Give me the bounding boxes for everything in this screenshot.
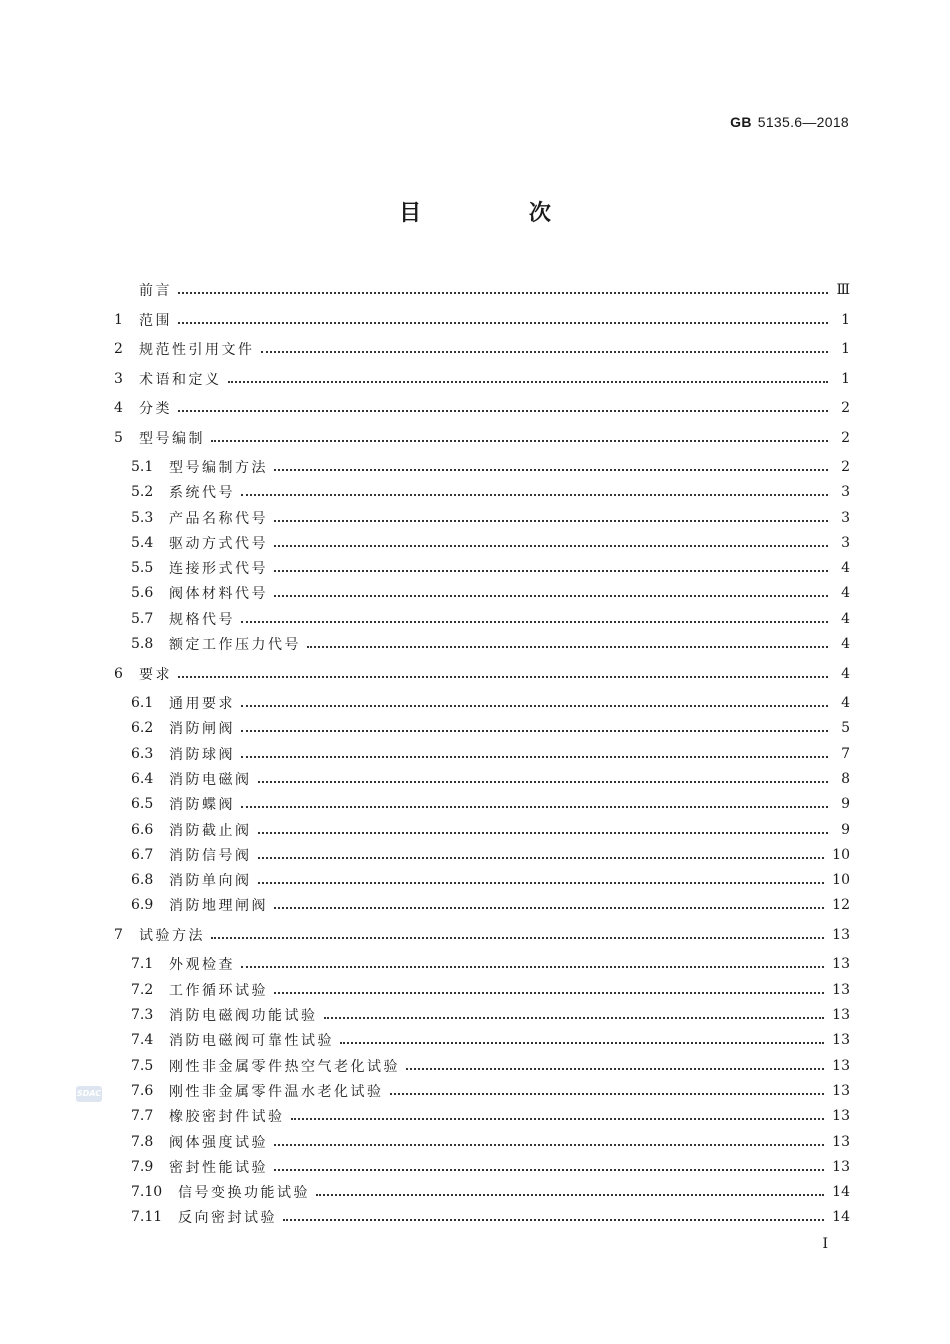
toc-entry-label: 消防球阀: [169, 747, 235, 763]
toc-leader-dots: [241, 704, 828, 707]
toc-entry-label: 术语和定义: [139, 372, 222, 388]
toc-entry[interactable]: [131, 979, 850, 1001]
toc-entry-label: 范围: [139, 313, 172, 329]
toc-entry-number: 6.4: [131, 771, 154, 787]
toc-entry-label: 分类: [139, 401, 172, 417]
toc-entry[interactable]: [131, 1055, 850, 1077]
toc-entry-number: 7.10: [131, 1184, 163, 1200]
toc-entry-page: 2: [841, 459, 850, 475]
toc-leader-dots: [258, 881, 825, 884]
toc-leader-dots: [258, 780, 829, 783]
toc-leader-dots: [261, 350, 829, 353]
toc-entry-page: 13: [832, 1083, 850, 1099]
toc-leader-dots: [324, 1016, 825, 1019]
toc-entry[interactable]: [131, 743, 850, 765]
toc-entry-number: 4: [114, 400, 123, 416]
toc-entry[interactable]: [131, 1004, 850, 1026]
toc-entry-label: 消防电磁阀功能试验: [169, 1008, 318, 1024]
toc-entry-page: 1: [841, 312, 850, 328]
toc-entry-page: 4: [841, 695, 850, 711]
toc-entry-page: 3: [841, 510, 850, 526]
toc-entry[interactable]: [131, 481, 850, 503]
toc-leader-dots: [178, 291, 828, 294]
toc-entry[interactable]: [131, 456, 850, 478]
toc-entry-page: 2: [841, 430, 850, 446]
toc-leader-dots: [241, 620, 828, 623]
toc-entry-label: 前言: [139, 283, 172, 299]
toc-entry-label: 刚性非金属零件温水老化试验: [169, 1084, 384, 1100]
toc-entry-label: 额定工作压力代号: [169, 637, 301, 653]
toc-entry-label: 阀体材料代号: [169, 586, 268, 602]
toc-entry-number: 7.4: [131, 1032, 154, 1048]
toc-entry-page: 4: [841, 636, 850, 652]
toc-entry-page: 4: [841, 666, 850, 682]
toc-entry-number: 5.5: [131, 560, 154, 576]
toc-entry-label: 型号编制: [139, 431, 205, 447]
toc-entry[interactable]: [131, 1029, 850, 1051]
toc-entry-label: 信号变换功能试验: [178, 1185, 310, 1201]
toc-entry-page: Ⅲ: [836, 282, 850, 298]
toc-leader-dots: [258, 856, 825, 859]
toc-entry-number: 3: [114, 371, 123, 387]
toc-entry-label: 试验方法: [139, 928, 205, 944]
toc-entry-label: 消防地理闸阀: [169, 898, 268, 914]
toc-entry-page: 10: [832, 872, 850, 888]
toc-entry-number: 7.2: [131, 982, 154, 998]
toc-entry-label: 消防电磁阀可靠性试验: [169, 1033, 334, 1049]
toc-leader-dots: [340, 1041, 824, 1044]
toc-leader-dots: [406, 1067, 824, 1070]
toc-leader-dots: [241, 729, 828, 732]
toc-entry-page: 9: [841, 822, 850, 838]
toc-entry[interactable]: [131, 633, 850, 655]
toc-entry[interactable]: [131, 1156, 850, 1178]
toc-entry-label: 要求: [139, 667, 172, 683]
toc-entry[interactable]: [131, 894, 850, 916]
toc-entry-page: 13: [832, 982, 850, 998]
standard-prefix: GB: [730, 114, 752, 130]
toc-entry-label: 刚性非金属零件热空气老化试验: [169, 1059, 400, 1075]
toc-entry-number: 1: [114, 312, 123, 328]
toc-entry-page: 5: [841, 720, 850, 736]
toc-entry-page: 13: [832, 1032, 850, 1048]
toc-entry-page: 4: [841, 585, 850, 601]
toc-entry-page: 1: [841, 341, 850, 357]
toc-entry-page: 7: [841, 746, 850, 762]
toc-entry[interactable]: [131, 608, 850, 630]
toc-leader-dots: [178, 409, 828, 412]
toc-entry-number: 5: [114, 430, 123, 446]
toc-entry-label: 型号编制方法: [169, 460, 268, 476]
watermark-logo: SDAC: [76, 1086, 102, 1102]
toc-leader-dots: [291, 1117, 825, 1120]
toc-leader-dots: [274, 991, 824, 994]
toc-entry[interactable]: [131, 507, 850, 529]
toc-entry-label: 消防闸阀: [169, 721, 235, 737]
toc-entry[interactable]: [131, 532, 850, 554]
toc-entry-label: 工作循环试验: [169, 983, 268, 999]
toc-entry-label: 橡胶密封件试验: [169, 1109, 285, 1125]
toc-entry[interactable]: [114, 338, 850, 360]
toc-entry-page: 9: [841, 796, 850, 812]
toc-entry-number: 7: [114, 927, 123, 943]
toc-entry[interactable]: [114, 309, 850, 331]
toc-leader-dots: [274, 544, 828, 547]
toc-entry-label: 驱动方式代号: [169, 536, 268, 552]
toc-entry-label: 反向密封试验: [178, 1210, 277, 1226]
toc-entry-number: 7.11: [131, 1209, 163, 1225]
toc-entry-number: 5.3: [131, 510, 154, 526]
toc-entry-label: 规格代号: [169, 612, 235, 628]
toc-entry-number: 6.7: [131, 847, 154, 863]
toc-entry-page: 2: [841, 400, 850, 416]
toc-leader-dots: [228, 380, 829, 383]
toc-leader-dots: [390, 1092, 825, 1095]
toc-entry-label: 通用要求: [169, 696, 235, 712]
toc-entry-label: 消防蝶阀: [169, 797, 235, 813]
toc-leader-dots: [274, 594, 828, 597]
toc-entry-page: 4: [841, 611, 850, 627]
toc-entry-page: 14: [832, 1209, 850, 1225]
toc-leader-dots: [211, 439, 828, 442]
toc-entry[interactable]: [131, 869, 850, 891]
toc-leader-dots: [211, 936, 824, 939]
toc-leader-dots: [241, 493, 828, 496]
toc-entry-number: 6.1: [131, 695, 154, 711]
toc-entry[interactable]: [131, 692, 850, 714]
toc-entry-page: 13: [832, 1159, 850, 1175]
toc-leader-dots: [316, 1193, 824, 1196]
toc-entry-page: 13: [832, 1108, 850, 1124]
toc-entry-page: 14: [832, 1184, 850, 1200]
toc-entry-number: 6.3: [131, 746, 154, 762]
toc-entry-number: 6.5: [131, 796, 154, 812]
toc-entry[interactable]: [131, 1080, 850, 1102]
toc-entry[interactable]: [131, 844, 850, 866]
toc-entry-number: 5.1: [131, 459, 154, 475]
toc-leader-dots: [274, 1168, 824, 1171]
toc-entry-label: 外观检查: [169, 957, 235, 973]
toc-entry-page: 10: [832, 847, 850, 863]
toc-entry-page: 8: [841, 771, 850, 787]
toc-entry-label: 消防单向阀: [169, 873, 252, 889]
toc-entry-number: 5.6: [131, 585, 154, 601]
toc-entry-page: 13: [832, 1058, 850, 1074]
toc-entry-number: 5.8: [131, 636, 154, 652]
toc-entry-page: 13: [832, 927, 850, 943]
toc-entry-page: 12: [832, 897, 850, 913]
toc-entry[interactable]: [131, 1181, 850, 1203]
toc-entry-number: 7.9: [131, 1159, 154, 1175]
toc-entry-label: 产品名称代号: [169, 511, 268, 527]
toc-leader-dots: [307, 645, 828, 648]
toc-entry-page: 3: [841, 535, 850, 551]
standard-number: 5135.6—2018: [757, 114, 849, 130]
toc-entry-number: 7.5: [131, 1058, 154, 1074]
toc-entry-number: 2: [114, 341, 123, 357]
toc-entry-page: 1: [841, 371, 850, 387]
toc-entry-label: 密封性能试验: [169, 1160, 268, 1176]
toc-leader-dots: [274, 468, 828, 471]
toc-entry-number: 6.9: [131, 897, 154, 913]
toc-leader-dots: [274, 569, 828, 572]
toc-leader-dots: [178, 675, 828, 678]
toc-leader-dots: [241, 755, 828, 758]
page-number: I: [822, 1236, 828, 1252]
toc-entry-page: 13: [832, 1007, 850, 1023]
toc-entry[interactable]: [114, 397, 850, 419]
toc-entry-number: 5.7: [131, 611, 154, 627]
toc-entry-page: 13: [832, 1134, 850, 1150]
toc-entry-number: 6.6: [131, 822, 154, 838]
toc-entry[interactable]: [114, 924, 850, 946]
toc-leader-dots: [274, 906, 824, 909]
toc-leader-dots: [274, 519, 828, 522]
toc-entry-label: 规范性引用文件: [139, 342, 255, 358]
toc-entry-number: 6.2: [131, 720, 154, 736]
toc-entry-label: 系统代号: [169, 485, 235, 501]
toc-entry[interactable]: [131, 953, 850, 975]
toc-entry-number: 7.3: [131, 1007, 154, 1023]
toc-entry-number: 7.7: [131, 1108, 154, 1124]
toc-entry-number: 7.8: [131, 1134, 154, 1150]
toc-entry-label: 消防电磁阀: [169, 772, 252, 788]
toc-entry-page: 3: [841, 484, 850, 500]
toc-entry-label: 阀体强度试验: [169, 1135, 268, 1151]
toc-entry[interactable]: [114, 427, 850, 449]
toc-entry-number: 6.8: [131, 872, 154, 888]
toc-entry-page: 13: [832, 956, 850, 972]
toc-leader-dots: [241, 965, 824, 968]
toc-entry-label: 消防信号阀: [169, 848, 252, 864]
toc-entry-label: 消防截止阀: [169, 823, 252, 839]
toc-entry[interactable]: [131, 557, 850, 579]
page-title: 目 次: [399, 201, 601, 226]
toc-entry-number: 7.1: [131, 956, 154, 972]
toc-entry[interactable]: [131, 582, 850, 604]
toc-leader-dots: [178, 321, 828, 324]
toc-entry-number: 6: [114, 666, 123, 682]
toc-entry[interactable]: [131, 793, 850, 815]
toc-entry-number: 7.6: [131, 1083, 154, 1099]
toc-entry-page: 4: [841, 560, 850, 576]
toc-entry[interactable]: [131, 819, 850, 841]
toc-leader-dots: [283, 1218, 824, 1221]
toc-entry-label: 连接形式代号: [169, 561, 268, 577]
toc-leader-dots: [241, 805, 828, 808]
toc-entry[interactable]: [114, 368, 850, 390]
toc-entry[interactable]: [131, 717, 850, 739]
toc-entry[interactable]: [131, 768, 850, 790]
toc-leader-dots: [274, 1143, 824, 1146]
toc-leader-dots: [258, 831, 829, 834]
toc-entry[interactable]: [114, 663, 850, 685]
toc-entry[interactable]: [131, 1131, 850, 1153]
toc-entry[interactable]: [114, 279, 850, 301]
toc-entry[interactable]: [131, 1206, 850, 1228]
toc-entry-number: 5.2: [131, 484, 154, 500]
toc-entry-number: 5.4: [131, 535, 154, 551]
toc-entry[interactable]: [131, 1105, 850, 1127]
